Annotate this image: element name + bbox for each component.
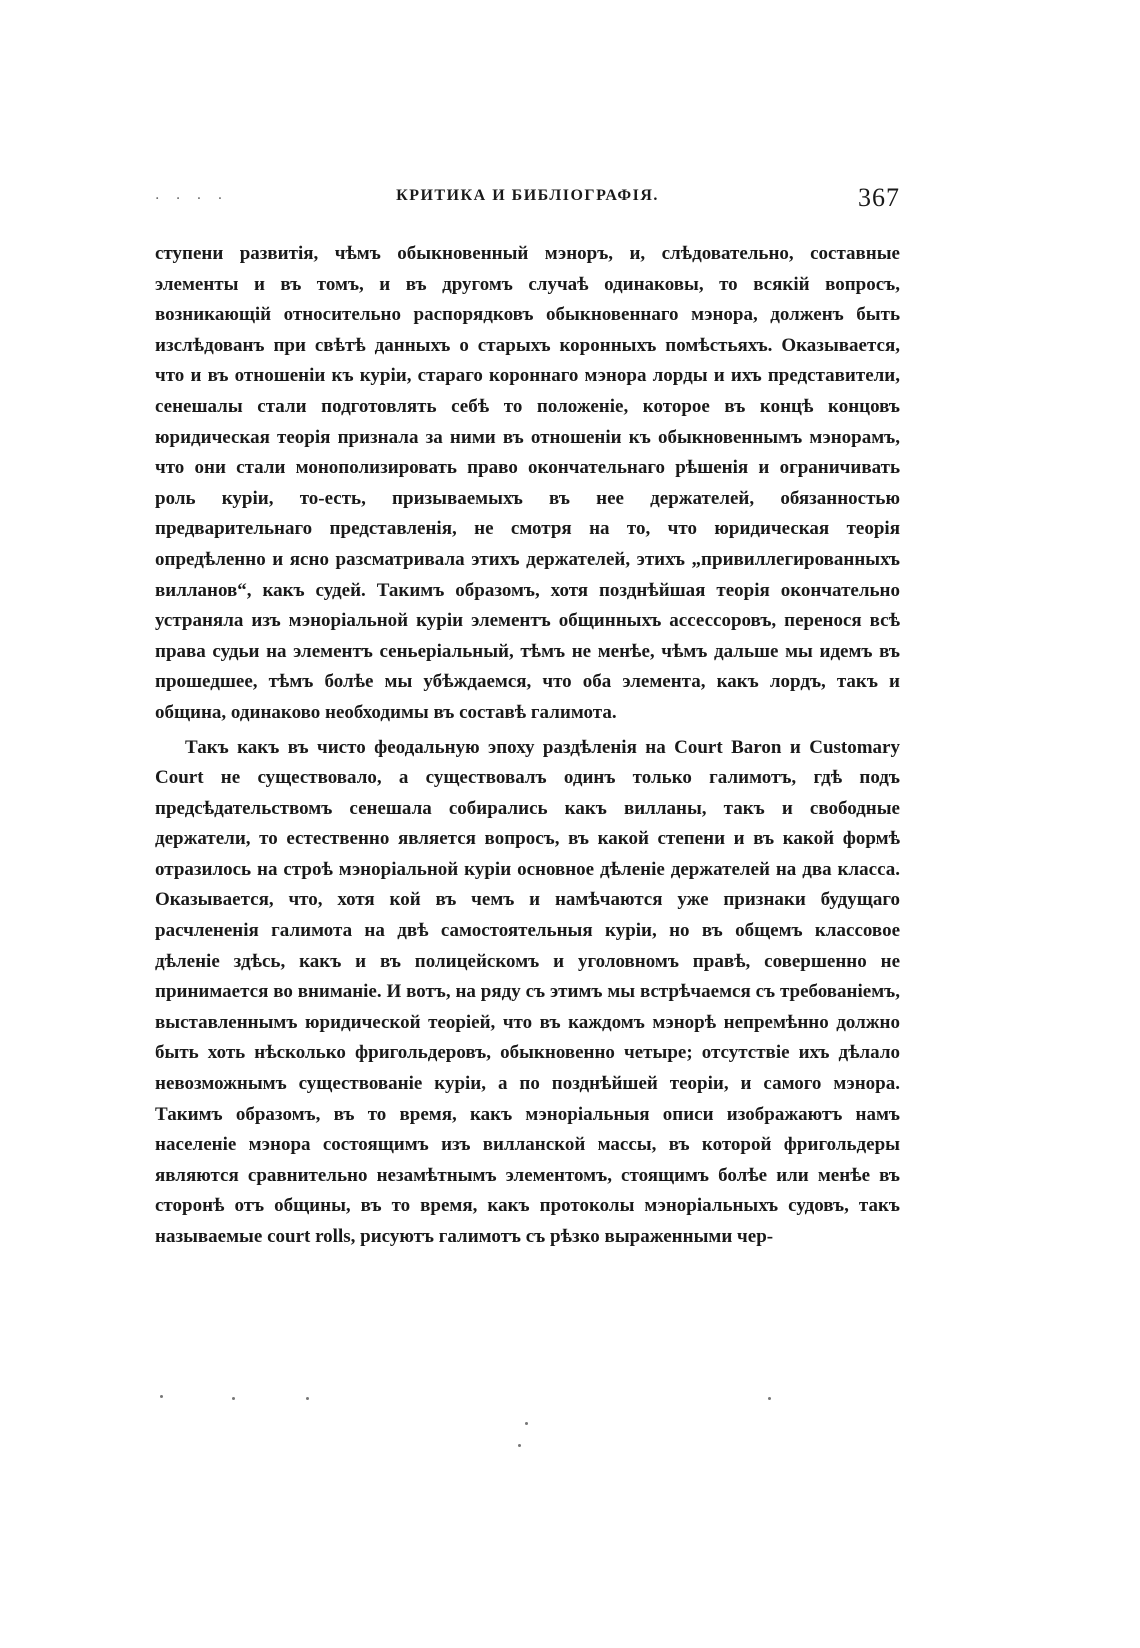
scan-speck: [160, 1395, 163, 1398]
paragraph: ступени развитія, чѣмъ обыкновенный мэноръ, и, слѣдовательно, составные элементы и въ томъ, и въ другомъ случаѣ одинаковы, то всякій вопросъ, возникающій относительно распорядковъ обыкновеннаго мэнора, долженъ быть изслѣдованъ при свѣтѣ данныхъ о старыхъ коронныхъ помѣстьяхъ. Оказывается, что и въ отношеніи къ куріи, стараго короннаго мэнора лорды и ихъ представители, сенешалы стали подготовлять себѣ то положеніе, которое въ концѣ концовъ юридическая теорія признала за ними въ отношеніи къ обыкновеннымъ мэнорамъ, что они стали монополизировать право окончательнаго рѣшенія и ограничивать роль куріи, то-есть, призываемыхъ въ нее держателей, обязанностью предварительнаго представленія, не смотря на то, что юридическая теорія опредѣленно и ясно разсматривала этихъ держателей, этихъ „привиллегированныхъ вилланов“, какъ судей. Такимъ образомъ, хотя позднѣйшая теорія окончательно устраняла изъ мэноріальной куріи элементъ общинныхъ ассессоровъ, перенося всѣ права судьи на элементъ сеньеріальный, тѣмъ не менѣе, чѣмъ дальше мы идемъ въ прошедшее, тѣмъ болѣе мы убѣждаемся, что оба элемента, какъ лордъ, такъ и община, одинаково необходимы въ составѣ галимота.: [155, 243, 900, 723]
running-title: КРИТИКА И БИБЛІОГРАФІЯ.: [396, 187, 659, 204]
scan-speck: [232, 1397, 235, 1400]
scan-speck: [525, 1422, 528, 1425]
scan-speck: [768, 1397, 771, 1400]
body-text: [155, 239, 900, 1253]
scan-speck: [518, 1444, 521, 1447]
scan-specks: · · · ·: [155, 191, 229, 207]
scan-speck: [306, 1397, 309, 1400]
paragraph: Такъ какъ въ чисто феодальную эпоху раздѣленія на Court Baron и Customary Court не существовало, а существовалъ одинъ только галимотъ, гдѣ подъ предсѣдательствомъ сенешала собирались какъ вилланы, такъ и свободные держатели, то естественно является вопросъ, въ какой степени и въ какой формѣ отразилось на строѣ мэноріальной куріи основное дѣленіе держателей на два класса. Оказывается, что, хотя кой въ чемъ и намѣчаются уже признаки будущаго расчлененія галимота на двѣ самостоятельныя куріи, но въ общемъ классовое дѣленіе здѣсь, какъ и въ полицейскомъ и уголовномъ правѣ, совершенно не принимается во вниманіе. И вотъ, на ряду съ этимъ мы встрѣчаемся съ требованіемъ, выставленнымъ юридической теоріей, что въ каждомъ мэнорѣ непремѣнно должно быть хоть нѣсколько фригольдеровъ, обыкновенно четыре; отсутствіе ихъ дѣлало невозможнымъ существованіе куріи, а по позднѣйшей теоріи, и самого мэнора. Такимъ образомъ, въ то время, какъ мэноріальныя описи изображаютъ намъ населеніе мэнора состоящимъ изъ вилланской массы, въ которой фригольдеры являются сравнительно незамѣтнымъ элементомъ, стоящимъ болѣе или менѣе въ сторонѣ отъ общины, въ то время, какъ протоколы мэноріальныхъ судовъ, такъ называемые court rolls, рисуютъ галимотъ съ рѣзко выраженными чер-: [155, 736, 900, 1247]
page-header: [155, 183, 900, 215]
page-number: 367: [858, 183, 900, 212]
